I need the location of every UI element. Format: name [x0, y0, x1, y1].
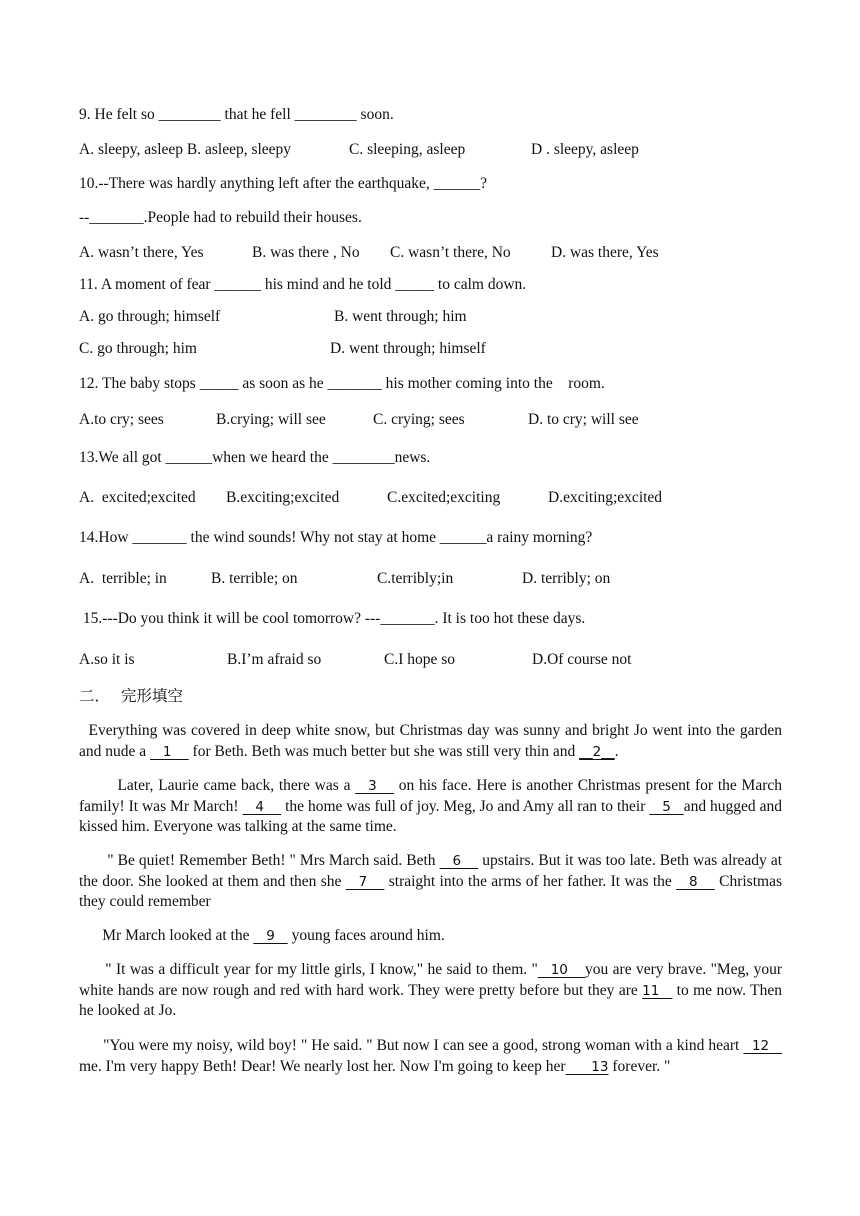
- blank-13: 13: [565, 1058, 609, 1075]
- cloze-paragraph-1: [79, 721, 786, 762]
- text-run: to me now. Then he looked at Jo.: [79, 981, 782, 1019]
- cloze-paragraph-3: [79, 851, 782, 913]
- blank-5: 5: [649, 798, 684, 815]
- blank-4: 4: [242, 798, 282, 815]
- option-b: B.exciting;excited: [226, 489, 340, 506]
- option-a-b: A. sleepy, asleep B. asleep, sleepy: [79, 141, 292, 158]
- option-a: A. go through; himself: [79, 308, 221, 325]
- option-a: A. wasn’t there, Yes: [79, 244, 204, 261]
- question-15-stem: 15.---Do you think it will be cool tomorrow? ---_______. It is too hot these days.: [79, 610, 586, 627]
- text-run: you are very brave. "Meg, your white hands are now rough and red with hard work. They were pretty before but they are: [79, 961, 782, 999]
- question-12-stem: 12. The baby stops _____ as soon as he _______ his mother coming into the room.: [79, 375, 605, 392]
- text-run: for Beth. Beth was much better but she was still very thin and: [188, 742, 580, 760]
- option-d: D . sleepy, asleep: [531, 141, 639, 158]
- option-d: D. was there, Yes: [551, 244, 659, 261]
- section-title: 完形填空: [121, 687, 184, 705]
- text-run: straight into the arms of her father. It was the: [384, 872, 677, 890]
- blank-1: 1: [150, 743, 189, 760]
- text-run: me. I'm very happy Beth! Dear! We nearly lost her. Now I'm going to keep her: [79, 1057, 566, 1075]
- cloze-paragraph-4: [79, 926, 782, 947]
- option-a: A. terrible; in: [79, 570, 167, 587]
- section-heading: [79, 686, 183, 706]
- option-d: D. terribly; on: [522, 570, 611, 587]
- text-run: and hugged and kissed him. Everyone was talking at the same time.: [79, 797, 782, 835]
- blank-3: 3: [355, 778, 394, 794]
- question-14-stem: 14.How _______ the wind sounds! Why not stay at home ______a rainy morning?: [79, 529, 593, 546]
- blank-7: 7: [345, 873, 385, 890]
- blank-11: 11: [642, 982, 673, 999]
- cloze-paragraph-2: [79, 776, 782, 838]
- option-c: C. crying; sees: [373, 411, 465, 428]
- section-number: 二．: [79, 687, 111, 705]
- text-run: on his face. Here is another Christmas present for the March family! It was Mr March!: [79, 777, 783, 815]
- text-run: Mr March looked at the: [79, 927, 254, 944]
- question-11-stem: 11. A moment of fear ______ his mind and he told _____ to calm down.: [79, 276, 527, 293]
- option-c: C. wasn’t there, No: [390, 244, 511, 261]
- option-b: B.crying; will see: [216, 411, 326, 428]
- question-9-stem: 9. He felt so ________ that he fell ________ soon.: [79, 106, 394, 123]
- text-run: .: [614, 742, 619, 760]
- text-run: " Be quiet! Remember Beth! " Mrs March said. Beth: [79, 852, 440, 869]
- option-a: A. excited;excited: [79, 489, 196, 506]
- option-d: D.exciting;excited: [548, 489, 663, 506]
- text-run: Later, Laurie came back, there was a: [79, 777, 356, 794]
- option-b: B. was there , No: [252, 244, 360, 261]
- option-a: A.to cry; sees: [79, 411, 164, 428]
- option-b: B. went through; him: [334, 308, 467, 325]
- cloze-paragraph-6: [79, 1036, 782, 1077]
- question-13-stem: 13.We all got ______when we heard the ________news.: [79, 449, 431, 466]
- text-run: " It was a difficult year for my little girls, I know," he said to them. ": [79, 961, 538, 978]
- text-run: "You were my noisy, wild boy! " He said. " But now I can see a good, strong woman with a kind heart: [79, 1037, 744, 1054]
- blank-12: 12: [743, 1038, 783, 1054]
- question-10-stem: 10.--There was hardly anything left after the earthquake, ______?: [79, 175, 488, 192]
- cloze-paragraph-5: [79, 960, 782, 1022]
- text-run: the home was full of joy. Meg, Jo and Amy all ran to their: [281, 797, 650, 815]
- option-a: A.so it is: [79, 651, 135, 668]
- blank-9: 9: [253, 928, 288, 944]
- option-c: C. sleeping, asleep: [349, 141, 466, 158]
- blank-10: 10: [537, 962, 586, 978]
- option-d: D. went through; himself: [330, 340, 486, 357]
- option-b: B. terrible; on: [211, 570, 298, 587]
- option-c: C.terribly;in: [377, 570, 454, 587]
- text-run: Everything was covered in deep white snow, but Christmas day was sunny and bright Jo went into the garden and nude a: [79, 722, 786, 760]
- text-run: Christmas they could remember: [79, 872, 782, 910]
- question-10-response: --_______.People had to rebuild their houses.: [79, 209, 362, 226]
- option-b: B.I’m afraid so: [227, 651, 322, 668]
- blank-6: 6: [439, 853, 479, 869]
- option-c: C. go through; him: [79, 340, 197, 357]
- option-d: D. to cry; will see: [528, 411, 639, 428]
- blank-8: 8: [676, 873, 715, 890]
- text-run: upstairs. But it was too late. Beth was already at the door. She looked at them and then she: [79, 852, 783, 890]
- option-c: C.I hope so: [384, 651, 456, 668]
- option-c: C.excited;exciting: [387, 489, 501, 506]
- text-run: forever. ": [608, 1057, 671, 1075]
- blank-2: __2__: [579, 743, 615, 760]
- option-d: D.Of course not: [532, 651, 632, 668]
- text-run: young faces around him.: [287, 927, 445, 944]
